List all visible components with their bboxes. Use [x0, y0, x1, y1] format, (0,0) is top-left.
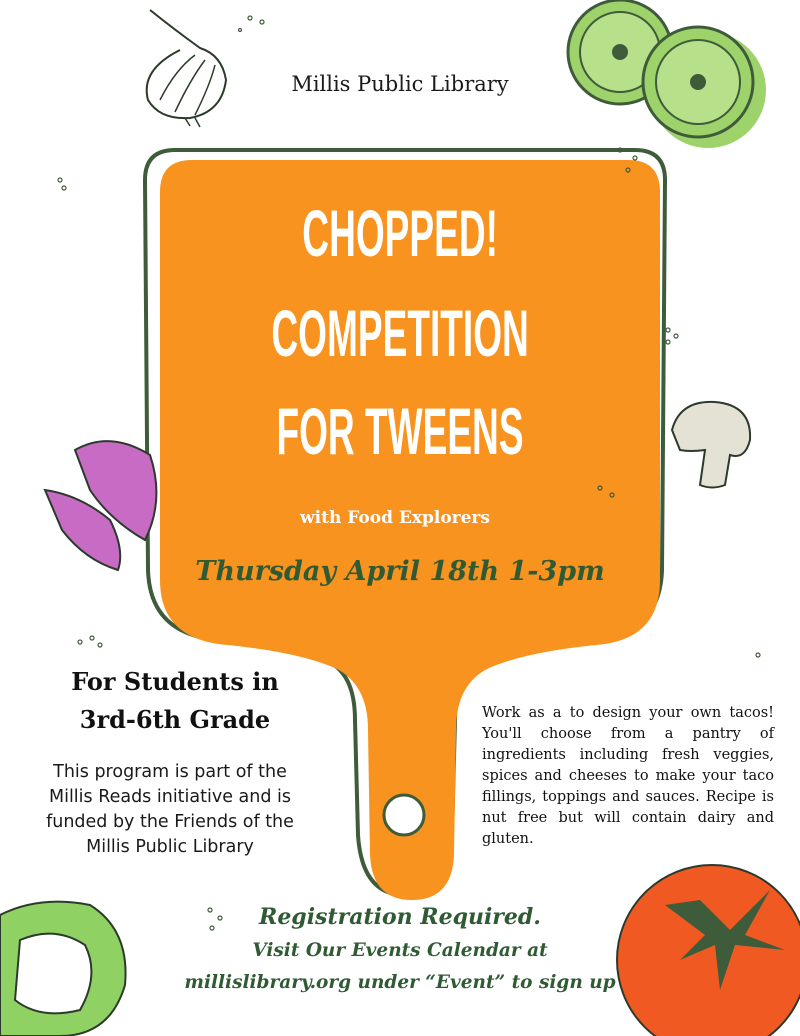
library-name: Millis Public Library	[291, 72, 509, 96]
registration-heading: Registration Required.	[259, 904, 541, 930]
title-line-2	[112, 296, 688, 370]
audience-line-1: For Students in	[71, 667, 279, 696]
registration-line-3: millislibrary.org under “Event” to sign up	[184, 972, 616, 993]
pepper-icon	[0, 902, 126, 1036]
program-note: This program is part of the Millis Reads initiative and is funded by the Friends of the Millis Public Library	[46, 762, 294, 857]
event-date: Thursday April 18th 1-3pm	[195, 556, 605, 587]
audience-line-2: 3rd-6th Grade	[79, 705, 271, 734]
title-text-2: COMPETITION	[271, 296, 529, 370]
subtitle: with Food Explorers	[300, 508, 490, 528]
onion-icon	[147, 10, 226, 127]
registration-line-2: Visit Our Events Calendar at	[252, 940, 548, 961]
event-description: Work as a to design your own tacos! You'll choose from a pantry of ingredients including fresh veggies, spices and cheeses to make your taco fillings, toppings and sauces. Recipe is nut free but will contain dairy and gluten.	[482, 705, 774, 847]
board-hole	[384, 795, 424, 835]
title-text-1: CHOPPED!	[302, 196, 498, 270]
title-line-1	[112, 196, 688, 270]
tomato-icon	[617, 865, 800, 1036]
title-text-3: FOR TWEENS	[276, 394, 524, 468]
title-line-3	[112, 394, 688, 468]
